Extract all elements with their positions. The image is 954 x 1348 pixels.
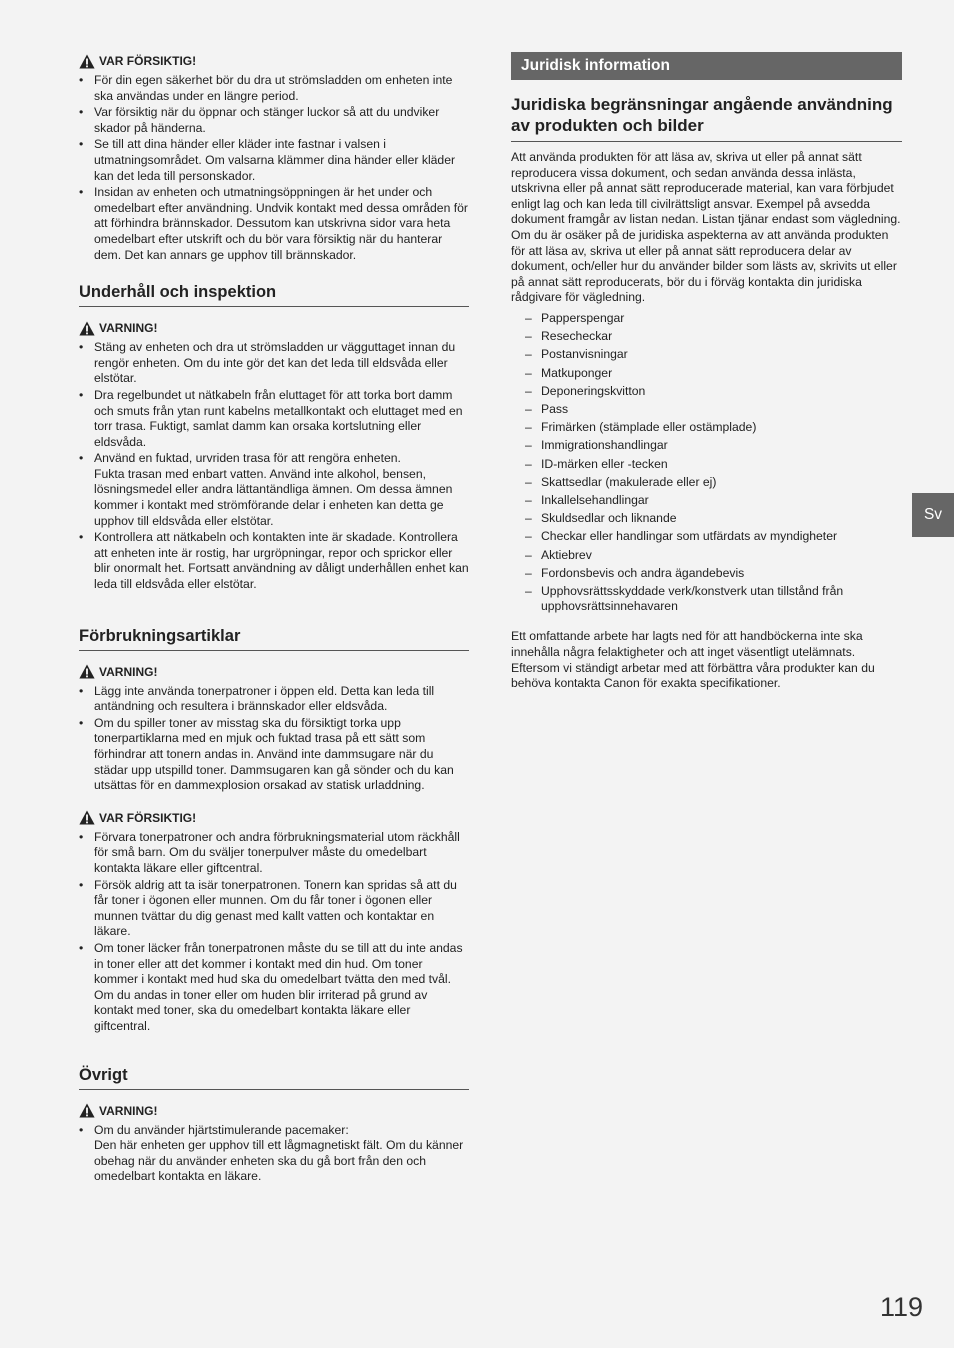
list-item: • För din egen säkerhet bör du dra ut strömsladden om enheten inte ska användas under en längre period. xyxy=(79,73,469,104)
warning-triangle-icon xyxy=(79,54,95,69)
warning-label: VARNING! xyxy=(99,321,158,336)
legal-heading: Juridiska begränsningar angående användning av produkten och bilder xyxy=(511,94,902,142)
maintenance-list xyxy=(79,340,469,593)
list-item: • Om toner läcker från tonerpatronen måste du se till att du inte andas in toner eller att det kommer i kontakt med din hud. Om toner kommer i kontakt med hud ska du omedelbart tvätta den med tvål. Om du andas in toner eller om huden blir irriterad på grund av kontakt med toner, ska du omedelbart kontakta läkare eller giftcentral. xyxy=(79,941,469,1035)
warning-label: VARNING! xyxy=(99,664,158,679)
list-item: • Om du spiller toner av misstag ska du försiktigt torka upp tonerpartiklarna med en mjuk och fuktad trasa på ett sätt som förhindrar att tonern andas in. Använd inte dammsugare när du städar upp utspilld toner. Dammsugaren kan gå sönder och du kan utsättas för en dammexplosion orsakad av statisk urladdning. xyxy=(79,716,469,794)
warning-notice xyxy=(79,1103,469,1119)
left-column xyxy=(79,52,469,1186)
caution-notice xyxy=(79,810,469,826)
caution-label: VAR FÖRSIKTIG! xyxy=(99,54,197,68)
list-item: – Papperspengar xyxy=(511,311,902,326)
consumables-warning-list xyxy=(79,684,469,794)
warning-triangle-icon xyxy=(79,321,95,336)
list-item: – Skuldsedlar och liknande xyxy=(511,511,902,526)
list-item: – Matkuponger xyxy=(511,366,902,381)
list-item: • Förvara tonerpatroner och andra förbrukningsmaterial utom räckhåll för små barn. Om du sväljer tonerpulver måste du omedelbart kontakta läkare eller giftcentral. xyxy=(79,830,469,877)
warning-triangle-icon xyxy=(79,664,95,679)
list-item: • Försök aldrig att ta isär tonerpatronen. Tonern kan spridas så att du får toner i ögonen eller munnen. Om du får toner i ögonen eller munnen tvättar du dig genast med kallt vatten och kontaktar en läkare. xyxy=(79,878,469,940)
warning-label: VARNING! xyxy=(99,1103,158,1118)
list-item: – ID-märken eller -tecken xyxy=(511,457,902,472)
page-number: 119 xyxy=(879,1292,923,1322)
list-item: – Fordonsbevis och andra ägandebevis xyxy=(511,566,902,581)
warning-notice xyxy=(79,664,469,680)
list-item: • Om du använder hjärtstimulerande pacemaker: Den här enheten ger upphov till ett lågmagnetiskt fält. Om du känner obehag när du använder enheten ska du gå bort från den och omedelbart kontakta en läkare. xyxy=(79,1123,469,1185)
list-item: – Skattsedlar (makulerade eller ej) xyxy=(511,475,902,490)
list-item: • Insidan av enheten och utmatningsöppningen är het under och omedelbart efter användning. Undvik kontakt med dessa områden för att förhindra brännskador. Dessutom kan utskrivna sidor vara heta omedelbart efter utskrift och du bör vara försiktig när du hanterar dem. Det kan annars ge upphov till brännskador. xyxy=(79,185,469,263)
caution-list xyxy=(79,73,469,263)
list-item: – Aktiebrev xyxy=(511,548,902,563)
list-item: – Postanvisningar xyxy=(511,347,902,362)
restricted-documents-list xyxy=(511,311,902,614)
list-item: • Se till att dina händer eller kläder inte fastnar i valsen i utmatningsområdet. Om valsarna klämmer dina händer eller kläder kan det leda till personskador. xyxy=(79,137,469,184)
consumables-caution-list xyxy=(79,830,469,1035)
list-item: – Resecheckar xyxy=(511,329,902,344)
language-tab: Sv xyxy=(912,493,954,537)
list-item: – Frimärken (stämplade eller ostämplade) xyxy=(511,420,902,435)
list-item: • Använd en fuktad, urvriden trasa för att rengöra enheten. Fukta trasan med enbart vatten. Använd inte alkohol, bensen, lösningsmedel eller andra lättantändliga ämnen. Om dessa ämnen kommer i kontakt med strömförande delar i enheten kan detta ge upphov till eldsvåda eller elstötar. xyxy=(79,451,469,529)
caution-label: VAR FÖRSIKTIG! xyxy=(99,810,197,825)
section-heading-consumables: Förbrukningsartiklar xyxy=(79,627,469,651)
warning-notice xyxy=(79,320,469,336)
legal-intro: Att använda produkten för att läsa av, skriva ut eller på annat sätt reproducera vissa dokument, och sedan använda dessa inlästa, utskrivna eller på annat sätt reproducerade material, kan vara förbjudet enligt lag och kan leda till civilrättsligt ansvar. Exempel på avsedda dokument framgår av listan nedan. Listan tjänar endast som vägledning. Om du är osäker på de juridiska aspekterna av att använda produkten för att läsa av, skriva ut eller på annat sätt reproducera delar av dokument, och/eller hur du använder bilder som lästs av, skrivits ut eller på annat sätt reproducerats, bör du i förväg kontakta din juridiska rådgivare för vägledning. xyxy=(511,150,901,305)
list-item: • Dra regelbundet ut nätkabeln från eluttaget för att torka bort damm och smuts från ytan runt kabelns metallkontakt och eluttaget med en torr trasa. Fuktigt, samlat damm kan orsaka kortslutning eller eldsvåda. xyxy=(79,388,469,450)
caution-notice xyxy=(79,53,469,69)
list-item: – Pass xyxy=(511,402,902,417)
section-heading-maintenance: Underhåll och inspektion xyxy=(79,283,469,307)
section-heading-other: Övrigt xyxy=(79,1066,469,1090)
list-item: • Stäng av enheten och dra ut strömsladden ur vägguttaget innan du rengör enheten. Om du inte gör det kan det leda till eldsvåda eller elstötar. xyxy=(79,340,469,387)
list-item: – Inkallelsehandlingar xyxy=(511,493,902,508)
section-bar-legal: Juridisk information xyxy=(511,52,902,80)
list-item: – Upphovsrättsskyddade verk/konstverk utan tillstånd från upphovsrättsinnehavaren xyxy=(511,584,902,614)
list-item: • Var försiktig när du öppnar och stänger luckor så att du undviker skador på händerna. xyxy=(79,105,469,136)
list-item: • Lägg inte använda tonerpatroner i öppen eld. Detta kan leda till antändning och resultera i brännskador eller eldsvåda. xyxy=(79,684,469,715)
warning-triangle-icon xyxy=(79,1103,95,1118)
warning-triangle-icon xyxy=(79,810,95,825)
list-item: – Checkar eller handlingar som utfärdats av myndigheter xyxy=(511,529,902,544)
right-column xyxy=(511,52,902,692)
other-list xyxy=(79,1123,469,1185)
list-item: – Deponeringskvitton xyxy=(511,384,902,399)
legal-closing: Ett omfattande arbete har lagts ned för att handböckerna inte ska innehålla några felaktigheter och att inget väsentligt utelämnats. Eftersom vi ständigt arbetar med att förbättra våra produkter kan du behöva kontakta Canon för exakta specifikationer. xyxy=(511,629,875,691)
list-item: • Kontrollera att nätkabeln och kontakten inte är skadade. Kontrollera att enheten inte är rostig, har urgröpningar, repor och sprickor eller blir onormalt het. Fortsatt användning av dåligt underhållen enhet kan leda till eldsvåda eller elstötar. xyxy=(79,530,469,592)
list-item: – Immigrationshandlingar xyxy=(511,438,902,453)
